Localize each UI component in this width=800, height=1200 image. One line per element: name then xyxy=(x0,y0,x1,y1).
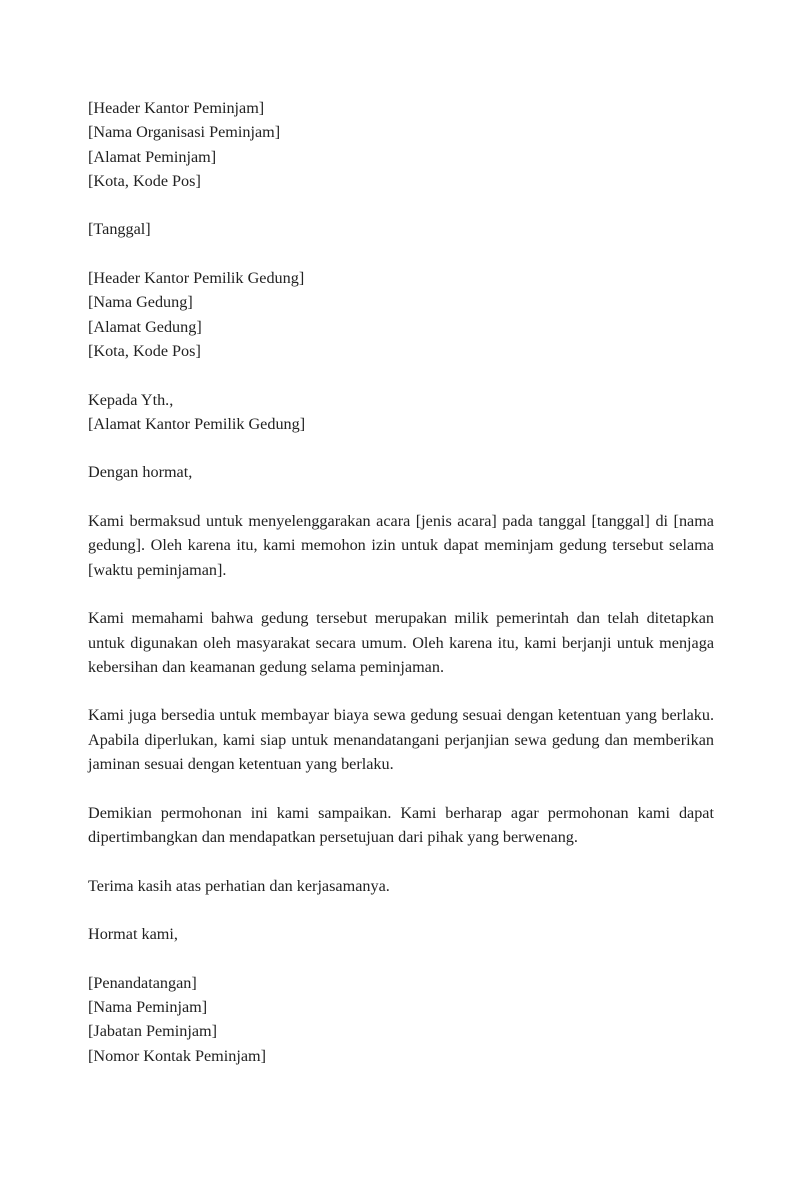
addressee-block xyxy=(88,388,714,437)
salutation-block xyxy=(88,460,714,484)
body-paragraph: Terima kasih atas perhatian dan kerjasamanya. xyxy=(88,876,390,895)
letter-page xyxy=(88,96,714,1092)
signature-line: [Nomor Kontak Peminjam] xyxy=(88,1046,267,1065)
sender-block xyxy=(88,96,714,193)
recipient-line: [Header Kantor Pemilik Gedung] xyxy=(88,269,305,288)
recipient-line: [Nama Gedung] xyxy=(88,293,193,312)
body-paragraph: Kami bermaksud untuk menyelenggarakan acara [jenis acara] pada tanggal [tanggal] di [nama gedung]. Oleh karena itu, kami memohon izin untuk dapat meminjam gedung tersebut selama [waktu peminjaman]. xyxy=(88,512,714,579)
signature-line: [Penandatangan] xyxy=(88,973,197,992)
closing: Hormat kami, xyxy=(88,925,178,944)
recipient-line: [Kota, Kode Pos] xyxy=(88,341,201,360)
body-paragraph: Demikian permohonan ini kami sampaikan. Kami berharap agar permohonan kami dapat dipertimbangkan dan mendapatkan persetujuan dari pihak yang berwenang. xyxy=(88,803,714,846)
body-paragraph: Kami juga bersedia untuk membayar biaya sewa gedung sesuai dengan ketentuan yang berlaku. Apabila diperlukan, kami siap untuk menandatangani perjanjian sewa gedung dan memberikan jaminan sesuai dengan ketentuan yang berlaku. xyxy=(88,706,714,774)
salutation: Dengan hormat, xyxy=(88,463,193,482)
date-block xyxy=(88,217,714,241)
closing-block xyxy=(88,922,714,946)
recipient-block xyxy=(88,266,714,363)
signature-block xyxy=(88,971,714,1068)
body-paragraph: Kami memahami bahwa gedung tersebut merupakan milik pemerintah dan telah ditetapkan untuk digunakan oleh masyarakat secara umum. Oleh karena itu, kami berjanji untuk menjaga kebersihan dan keamanan gedung selama peminjaman. xyxy=(88,609,714,676)
addressee-line: [Alamat Kantor Pemilik Gedung] xyxy=(88,414,306,433)
sender-line: [Header Kantor Peminjam] xyxy=(88,99,265,117)
letter-date: [Tanggal] xyxy=(88,220,151,239)
addressee-line: Kepada Yth., xyxy=(88,390,174,409)
sender-line: [Nama Organisasi Peminjam] xyxy=(88,123,281,142)
signature-line: [Nama Peminjam] xyxy=(88,997,208,1016)
sender-line: [Kota, Kode Pos] xyxy=(88,171,201,190)
recipient-line: [Alamat Gedung] xyxy=(88,317,202,336)
sender-line: [Alamat Peminjam] xyxy=(88,147,217,166)
signature-line: [Jabatan Peminjam] xyxy=(88,1022,218,1041)
